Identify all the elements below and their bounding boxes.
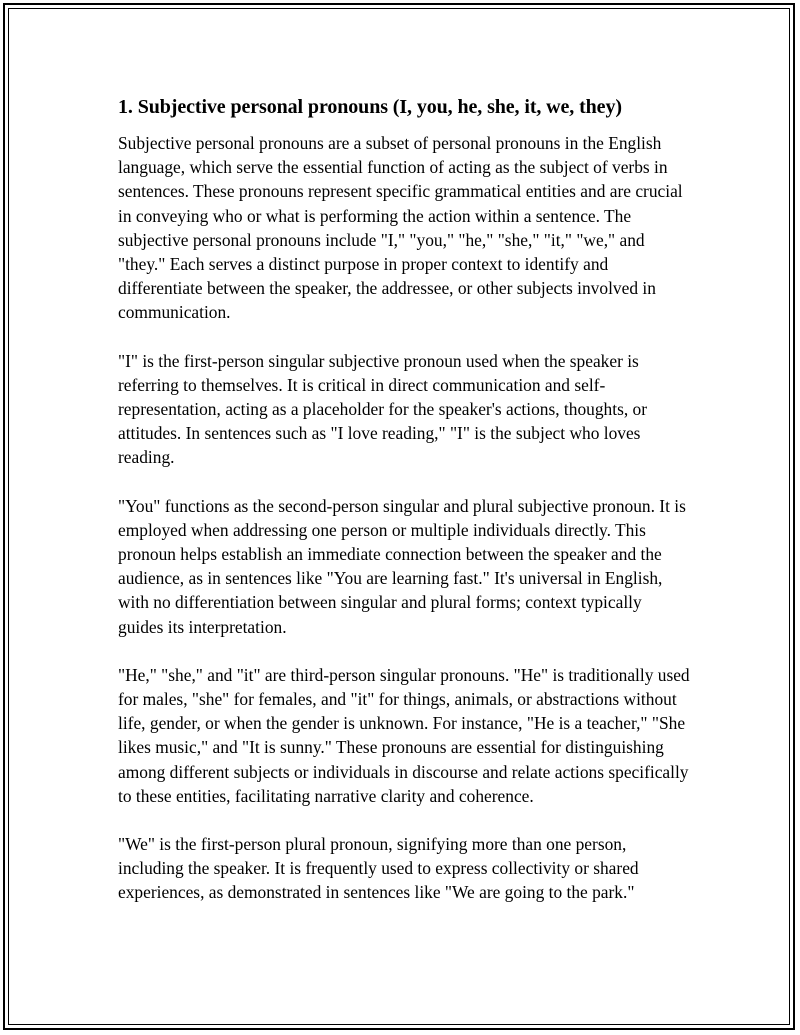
- paragraph-you: "You" functions as the second-person singular and plural subjective pronoun. It is employed when addressing one person or multiple individuals directly. This pronoun helps establish an immediate connection between the speaker and the audience, as in sentences like "You are learning fast." It's universal in English, with no differentiation between singular and plural forms; context typically guides its interpretation.: [118, 495, 686, 637]
- section-heading: 1. Subjective personal pronouns (I, you, he, she, it, we, they): [118, 96, 622, 118]
- paragraph-intro: Subjective personal pronouns are a subset of personal pronouns in the English language, which serve the essential function of acting as the subject of verbs in sentences. These pronouns represent specific grammatical entities and are crucial in conveying who or what is performing the action within a sentence. The subjective personal pronouns include "I," "you," "he," "she," "it," "we," and "they." Each serves a distinct purpose in proper context to identify and differentiate between the speaker, the addressee, or other subjects involved in communication.: [118, 133, 683, 323]
- paragraph-he-she-it: "He," "she," and "it" are third-person singular pronouns. "He" is traditionally used for males, "she" for females, and "it" for things, animals, or abstractions without life, gender, or when the gender is unknown. For instance, "He is a teacher," "She likes music," and "It is sunny." These pronouns are essential for distinguishing among different subjects or individuals in discourse and relate actions specifically to these entities, facilitating narrative clarity and coherence.: [118, 664, 690, 806]
- document-body: [118, 93, 690, 929]
- paragraph-we: "We" is the first-person plural pronoun, signifying more than one person, including the speaker. It is frequently used to express collectivity or shared experiences, as demonstrated in sentences like "We are going to the park.": [118, 834, 639, 903]
- paragraph-i: "I" is the first-person singular subjective pronoun used when the speaker is referring to themselves. It is critical in direct communication and self-representation, acting as a placeholder for the speaker's actions, thoughts, or attitudes. In sentences such as "I love reading," "I" is the subject who loves reading.: [118, 350, 648, 468]
